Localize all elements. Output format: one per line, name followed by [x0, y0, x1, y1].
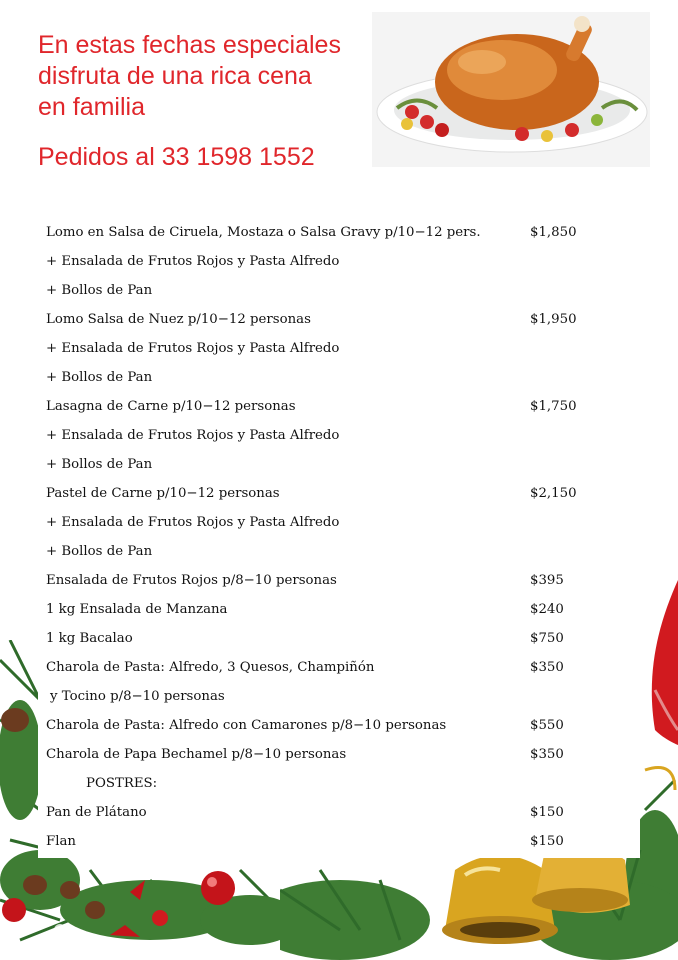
menu-row — [38, 827, 640, 856]
tagline — [38, 30, 368, 123]
menu-item: Lomo en Salsa de Ciruela, Mostaza o Salsa Gravy p/10−12 pers. — [46, 225, 481, 240]
menu-row — [38, 711, 640, 740]
menu-price: $150 — [530, 834, 564, 849]
menu-item: + Bollos de Pan — [46, 370, 153, 385]
menu-item: Charola de Papa Bechamel p/8−10 personas — [46, 747, 347, 762]
menu-item: 1 kg Bacalao — [46, 631, 133, 646]
menu-price: $1,750 — [530, 399, 577, 414]
menu-price: $240 — [530, 602, 564, 617]
menu-item: Lomo Salsa de Nuez p/10−12 personas — [46, 312, 311, 327]
menu-row — [38, 305, 640, 334]
menu-price: $350 — [530, 660, 564, 675]
menu-item: Pan de Plátano — [46, 805, 147, 820]
menu-price: $350 — [530, 747, 564, 762]
menu-list — [38, 218, 640, 858]
menu-item: + Bollos de Pan — [46, 283, 153, 298]
menu-row — [38, 537, 640, 566]
menu-price: $1,950 — [530, 312, 577, 327]
menu-row — [38, 218, 640, 247]
menu-item: Lasagna de Carne p/10−12 personas — [46, 399, 296, 414]
menu-row — [38, 247, 640, 276]
menu-row — [38, 682, 640, 711]
menu-row — [38, 653, 640, 682]
menu-item: + Ensalada de Frutos Rojos y Pasta Alfredo — [46, 515, 340, 530]
order-phone: Pedidos al 33 1598 1552 — [38, 143, 315, 171]
tagline-line: en familia — [38, 93, 145, 121]
turkey-image — [372, 12, 650, 167]
menu-price: $2,150 — [530, 486, 577, 501]
menu-item: Charola de Pasta: Alfredo, 3 Quesos, Champiñón — [46, 660, 375, 675]
menu-item: + Bollos de Pan — [46, 457, 153, 472]
menu-item: y Tocino p/8−10 personas — [50, 689, 225, 704]
tagline-line: En estas fechas especiales — [38, 31, 341, 59]
header — [38, 30, 368, 172]
menu-row — [38, 392, 640, 421]
menu-price: $1,850 — [530, 225, 577, 240]
menu-row — [38, 363, 640, 392]
menu-price: $750 — [530, 631, 564, 646]
menu-row — [38, 740, 640, 769]
menu-row — [38, 566, 640, 595]
menu-price: $395 — [530, 573, 564, 588]
menu-row — [38, 798, 640, 827]
menu-price: $550 — [530, 718, 564, 733]
menu-price: $150 — [530, 805, 564, 820]
menu-item: + Ensalada de Frutos Rojos y Pasta Alfredo — [46, 254, 340, 269]
menu-row — [38, 479, 640, 508]
menu-item: Ensalada de Frutos Rojos p/8−10 personas — [46, 573, 337, 588]
menu-item: + Bollos de Pan — [46, 544, 153, 559]
menu-row — [38, 508, 640, 537]
section-heading: POSTRES: — [86, 776, 158, 791]
section-heading-postres — [38, 769, 640, 798]
tagline-line: disfruta de una rica cena — [38, 62, 312, 90]
menu-row — [38, 450, 640, 479]
menu-row — [38, 421, 640, 450]
menu-row — [38, 276, 640, 305]
menu-row — [38, 334, 640, 363]
menu-item: 1 kg Ensalada de Manzana — [46, 602, 228, 617]
menu-item: Pastel de Carne p/10−12 personas — [46, 486, 280, 501]
menu-item: Charola de Pasta: Alfredo con Camarones p/8−10 personas — [46, 718, 447, 733]
menu-item: + Ensalada de Frutos Rojos y Pasta Alfredo — [46, 341, 340, 356]
menu-row — [38, 595, 640, 624]
menu-item: Flan — [46, 834, 76, 849]
menu-item: + Ensalada de Frutos Rojos y Pasta Alfredo — [46, 428, 340, 443]
menu-row — [38, 624, 640, 653]
